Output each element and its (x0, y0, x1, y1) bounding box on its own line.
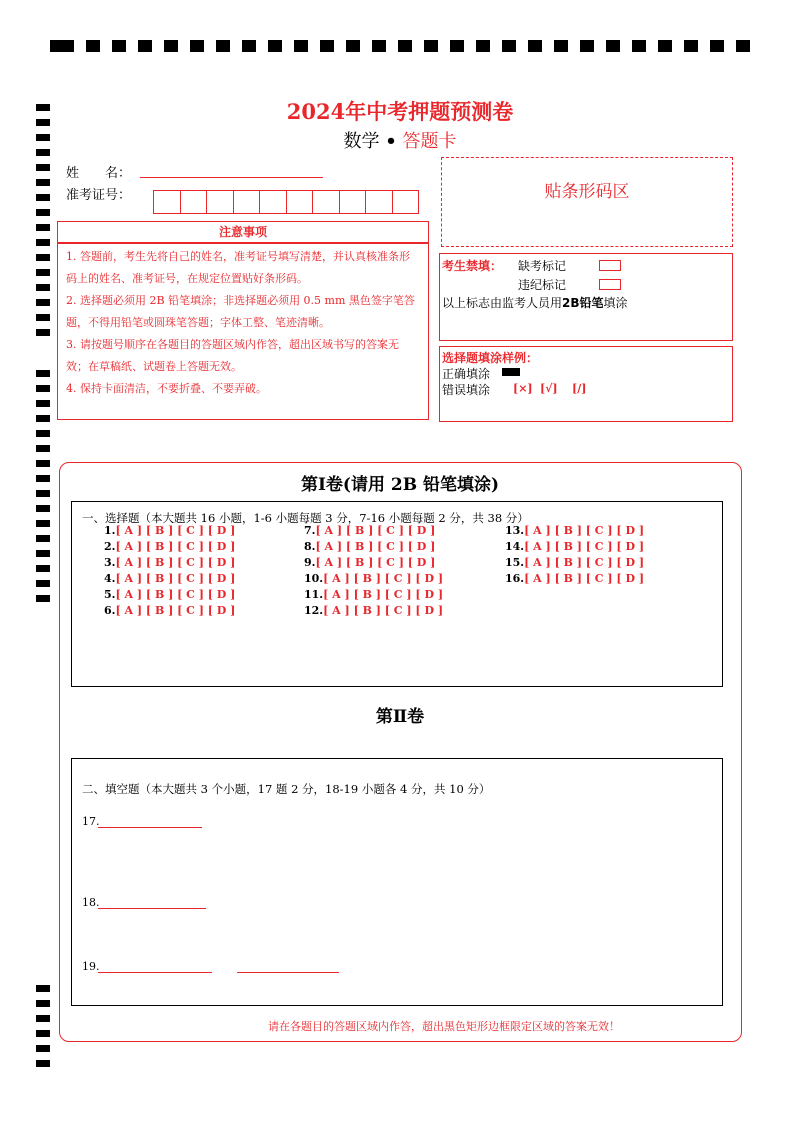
note-suffix: 填涂 (603, 296, 628, 310)
mc-options[interactable]: [ A ] [ B ] [ C ] [ D ] (323, 572, 444, 585)
timing-mark (36, 1045, 50, 1052)
timing-mark (36, 1000, 50, 1007)
exam-flags-note (442, 294, 628, 311)
timing-mark (36, 209, 50, 216)
mc-options[interactable]: [ A ] [ B ] [ C ] [ D ] (115, 556, 236, 569)
timing-mark (36, 460, 50, 467)
wrong-mark-slash: [/] (572, 382, 587, 395)
exam-id-grid[interactable] (153, 190, 419, 214)
correct-fill-mark (502, 368, 520, 376)
mc-options[interactable]: [ A ] [ B ] [ C ] [ D ] (115, 540, 236, 553)
mc-options[interactable]: [ A ] [ B ] [ C ] [ D ] (115, 572, 236, 585)
timing-mark (36, 985, 50, 992)
q18-label: 18. (82, 896, 100, 909)
q17-answer-line[interactable] (98, 827, 202, 828)
timing-mark (36, 595, 50, 602)
wrong-mark-check: [√] (540, 382, 558, 395)
exam-id-label: 准考证号： (66, 188, 132, 203)
timing-mark (36, 299, 50, 306)
timing-mark (36, 329, 50, 336)
mc-options[interactable]: [ A ] [ B ] [ C ] [ D ] (115, 588, 236, 601)
mc-question-number: 1. (104, 524, 116, 537)
mc-question-row[interactable] (505, 556, 644, 569)
mc-question-number: 2. (104, 540, 116, 553)
violation-label: 违纪标记 (518, 278, 567, 292)
barcode-label: 贴条形码区 (544, 182, 630, 202)
mc-question-row[interactable] (304, 540, 435, 553)
notice-body (57, 243, 429, 420)
mc-question-number: 16. (505, 572, 525, 585)
mc-question-row[interactable] (104, 604, 235, 617)
mc-question-number: 12. (304, 604, 324, 617)
mc-options[interactable]: [ A ] [ B ] [ C ] [ D ] (115, 604, 236, 617)
mc-options[interactable]: [ A ] [ B ] [ C ] [ D ] (115, 524, 236, 537)
q19-answer-line-2[interactable] (237, 972, 339, 973)
mc-question-number: 7. (304, 524, 316, 537)
timing-mark (36, 385, 50, 392)
mc-question-row[interactable] (304, 604, 443, 617)
mc-options[interactable]: [ A ] [ B ] [ C ] [ D ] (315, 540, 436, 553)
violation-checkbox[interactable] (599, 279, 621, 290)
absent-label: 缺考标记 (518, 259, 567, 273)
timing-mark (36, 269, 50, 276)
mc-question-row[interactable] (104, 556, 235, 569)
timing-mark (36, 580, 50, 587)
note-prefix: 以上标志由监考人员用 (442, 296, 563, 310)
name-label: 姓 名： (66, 166, 132, 181)
absent-checkbox[interactable] (599, 260, 621, 271)
fill-sample-box (439, 346, 733, 422)
q18-answer-line[interactable] (98, 908, 206, 909)
mc-question-number: 3. (104, 556, 116, 569)
mc-options[interactable]: [ A ] [ B ] [ C ] [ D ] (315, 524, 436, 537)
mc-question-number: 8. (304, 540, 316, 553)
dot-separator: • (385, 131, 397, 152)
timing-mark (36, 535, 50, 542)
timing-mark (36, 314, 50, 321)
blank-section (71, 758, 723, 1006)
timing-mark (36, 224, 50, 231)
mc-question-number: 13. (505, 524, 525, 537)
q17-label: 17. (82, 815, 100, 828)
mc-question-row[interactable] (104, 588, 235, 601)
notice-item: 1. 答题前，考生先将自己的姓名，准考证号填写清楚，并认真核准条形码上的姓名、准考证号，在规定位置贴好条形码。 (66, 250, 410, 285)
part2-title: 第Ⅱ卷 (375, 707, 425, 727)
wrong-label: 错误填涂 (442, 383, 491, 397)
subject-label: 数学 (343, 131, 380, 152)
notice-item: 2. 选择题必须用 2B 铅笔填涂；非选择题必须用 0.5 mm 黑色签字笔答题，不得用铅笔或圆珠笔答题；字体工整、笔迹清晰。 (66, 294, 415, 329)
timing-mark (36, 164, 50, 171)
timing-mark (36, 505, 50, 512)
mc-question-row[interactable] (505, 572, 644, 585)
mc-question-row[interactable] (104, 540, 235, 553)
notice-item: 4. 保持卡面清洁，不要折叠、不要弄破。 (66, 382, 267, 395)
mc-question-row[interactable] (505, 524, 644, 537)
name-field[interactable] (140, 177, 323, 178)
timing-mark (36, 239, 50, 246)
q19-answer-line-1[interactable] (98, 972, 212, 973)
mc-question-number: 9. (304, 556, 316, 569)
mc-question-number: 11. (304, 588, 324, 601)
timing-mark (36, 194, 50, 201)
timing-mark (36, 565, 50, 572)
timing-mark (36, 415, 50, 422)
timing-mark (36, 254, 50, 261)
mc-question-row[interactable] (304, 572, 443, 585)
mc-options[interactable]: [ A ] [ B ] [ C ] [ D ] (524, 540, 645, 553)
mc-options[interactable]: [ A ] [ B ] [ C ] [ D ] (524, 556, 645, 569)
footer-warning: 请在各题目的答题区域内作答，超出黑色矩形边框限定区域的答案无效！ (268, 1020, 620, 1033)
page-subtitle (0, 127, 800, 153)
timing-marks-top (50, 40, 750, 52)
timing-mark (36, 400, 50, 407)
timing-mark (36, 445, 50, 452)
mc-question-row[interactable] (505, 540, 644, 553)
blank-section-title: 二、填空题（本大题共 3 个小题，17 题 2 分，18-19 小题各 4 分，共 10 分） (82, 782, 491, 796)
mc-question-row[interactable] (304, 556, 435, 569)
mc-options[interactable]: [ A ] [ B ] [ C ] [ D ] (315, 556, 436, 569)
timing-mark (36, 1060, 50, 1067)
note-bold: 2B铅笔 (562, 296, 604, 310)
notice-title: 注意事项 (218, 225, 267, 239)
mc-question-number: 6. (104, 604, 116, 617)
timing-mark (36, 284, 50, 291)
q19-label: 19. (82, 960, 100, 973)
wrong-mark-x: [×] (513, 382, 533, 395)
mc-question-number: 10. (304, 572, 324, 585)
mc-question-number: 4. (104, 572, 116, 585)
page-title: 2024年中考押题预测卷 (286, 99, 514, 124)
mc-options[interactable]: [ A ] [ B ] [ C ] [ D ] (524, 572, 645, 585)
mc-question-row[interactable] (304, 588, 443, 601)
fill-sample-title: 选择题填涂样例： (442, 351, 539, 365)
mc-section-title: 一、选择题（本大题共 16 小题，1-6 小题每题 3 分，7-16 小题每题 2 分，共 38 分） (82, 511, 529, 525)
timing-mark (36, 370, 50, 377)
timing-mark (36, 430, 50, 437)
part1-title: 第Ⅰ卷(请用 2B 铅笔填涂) (300, 475, 500, 495)
card-label: 答题卡 (402, 131, 457, 152)
mc-question-row[interactable] (104, 572, 235, 585)
exam-flags-title: 考生禁填： (442, 259, 503, 273)
timing-mark (36, 179, 50, 186)
mc-question-number: 5. (104, 588, 116, 601)
correct-label: 正确填涂 (442, 367, 491, 381)
notice-item: 3. 请按题号顺序在各题目的答题区域内作答，超出区域书写的答案无效；在草稿纸、试题卷上答题无效。 (66, 338, 399, 373)
mc-options[interactable]: [ A ] [ B ] [ C ] [ D ] (323, 588, 444, 601)
mc-question-row[interactable] (304, 524, 435, 537)
mc-options[interactable]: [ A ] [ B ] [ C ] [ D ] (524, 524, 645, 537)
exam-flags-box (439, 253, 733, 341)
timing-mark (36, 550, 50, 557)
mc-question-row[interactable] (104, 524, 235, 537)
notice-header (57, 221, 429, 243)
timing-mark (36, 520, 50, 527)
mc-question-number: 15. (505, 556, 525, 569)
barcode-area (441, 157, 733, 247)
mc-options[interactable]: [ A ] [ B ] [ C ] [ D ] (323, 604, 444, 617)
mc-question-number: 14. (505, 540, 525, 553)
